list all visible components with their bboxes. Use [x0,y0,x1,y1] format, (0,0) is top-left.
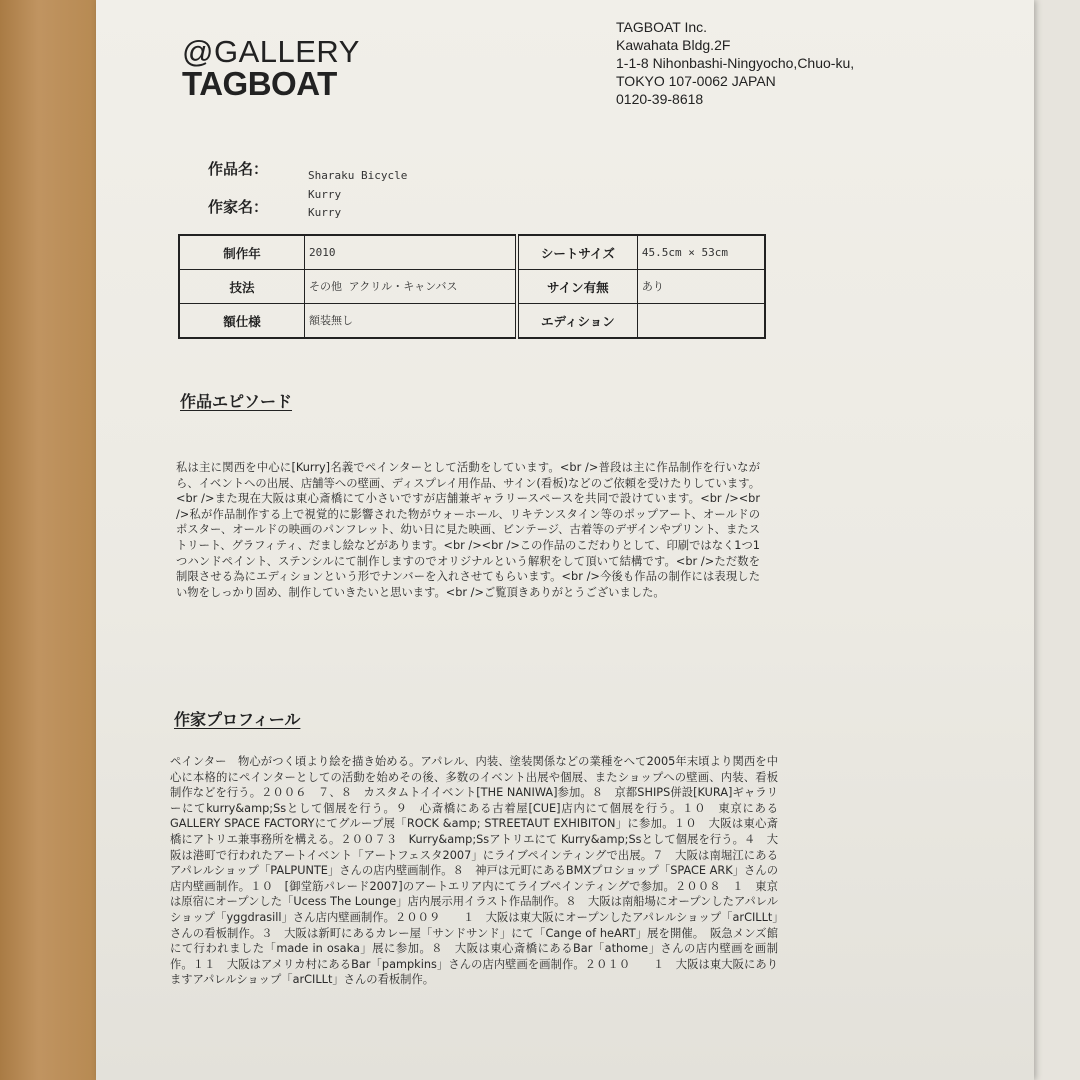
gallery-logo [182,36,360,101]
edition-value [637,304,765,339]
technique-value: その他 アクリル・キャンバス [305,270,517,304]
spec-table [178,234,766,339]
address-line: 1-1-8 Nihonbashi-Ningyocho,Chuo-ku, [616,55,855,71]
table-row [179,270,765,304]
document-sheet [96,0,1034,1080]
episode-heading: 作品エピソード [180,392,293,411]
signature-value: あり [637,270,765,304]
technique-label: 技法 [179,270,305,304]
title-label: 作品名： [208,160,269,178]
title-value: Sharaku Bicycle [308,169,408,182]
logo-line-gallery: @GALLERY [182,34,360,69]
frame-label: 額仕様 [179,304,305,339]
artist-label: 作家名： [208,198,269,216]
episode-text: 私は主に関西を中心に[Kurry]名義でペインターとして活動をしています。<br />普段は主に作品制作を行いながら、イベントへの出展、店舗等への壁画、ディスプレイ用作品、サイン(看板)などのご依頼を受けたりしています。<br />また現在大阪は東心斎橋にて小さいですが店舗兼ギャラリースペースを共同で設けています。<br /><br />私が作品制作する上で視覚的に影響された物がウォーホール、リキテンスタイン等のポップアート、オールドのポスター、オールドの映画のパンフレット、幼い日に見た映画、ビンテージ、古着等のデザインやプリント、またストリート、グラフィティ、だまし絵などがあります。<br /><br />この作品のこだわりとして、印刷ではなく1つ1つハンドペイント、ステンシルにて制作しますのでオリジナルという解釈をして頂いて結構です。<br />ただ数を制限させる為にエディションという形でナンバーを入れさせてもらいます。<br />今後も作品の制作には表現したい物をしっかり固め、制作していきたいと思います。<br />ご覧頂きありがとうございました。 [176,461,760,599]
table-row [179,235,765,270]
sheet-size-value: 45.5cm × 53cm [637,235,765,270]
signature-label: サイン有無 [517,270,638,304]
edition-label: エディション [517,304,638,339]
year-value: 2010 [305,235,517,270]
profile-heading: 作家プロフィール [174,710,301,729]
address-line: 0120-39-8618 [616,91,704,107]
address-line: TAGBOAT Inc. [616,19,708,35]
address-line: Kawahata Bldg.2F [616,37,731,53]
adjacent-sheet [1034,0,1080,1080]
frame-value: 額装無し [305,304,517,339]
artist-value: Kurry [308,188,342,201]
address-line: TOKYO 107-0062 JAPAN [616,73,776,89]
artist-value-secondary: Kurry [308,206,342,219]
company-address [616,18,854,108]
table-row [179,304,765,339]
sheet-size-label: シートサイズ [517,235,638,270]
year-label: 制作年 [179,235,305,270]
profile-text: ペインター 物心がつく頃より絵を描き始める。アパレル、内装、塗装関係などの業種をへて2005年末頃より関西を中心に本格的にペインターとしての活動を始めその後、多数のイベント出展や個展、またショップへの壁画、内装、看板制作などを行う。２００６ ７、８ カスタムトイイベント[THE NANIWA]参加。８ 京都SHIPS併設[KURA]ギャラリーにてkurry&amp;Ssとして個展を行う。９ 心斎橋にある古着屋[CUE]店内にて個展を行う。１０ 東京にあるGALLERY SPACE FACTORYにてグループ展「ROCK &amp; STREETAUT EXHIBITON」に参加。１０ 大阪は東心斎橋にアトリエ兼事務所を構える。２００７３ Kurry&amp;Ssアトリエにて Kurry&amp;Ssとして個展を行う。４ 大阪は港町で行われたアートイベント「アートフェスタ2007」にライブペインティングで出展。７ 大阪は南堀江にあるアパレルショップ「PALPUNTE」さんの店内壁画制作。８ 神戸は元町にあるBMXプロショップ「SPACE ARK」さんの店内壁画制作。１０ [御堂筋パレード2007]のアートエリア内にてライブペインティングで参加。２００８ １ 東京は原宿にオープンした「Ucess The Lounge」店内展示用イラスト作品制作。８ 大阪は南船場にオープンしたアパレルショップ「yggdrasill」さん店内壁画制作。２００９ １ 大阪は東大阪にオープンしたアパレルショップ「arCILLt」さんの看板制作。３ 大阪は新町にあるカレー屋「サンドサンド」にて「Cange of heART」展を開催。 阪急メンズ館にて行われました「made in osaka」展に参加。８ 大阪は東心斎橋にあるBar「athome」さんの店内壁画を画制作。１１ 大阪はアメリカ村にあるBar「pampkins」さんの店内壁画を画制作。２０１０ １ 大阪は東大阪にありますアパレルショップ「arCILLt」さんの看板制作。 [170,755,778,987]
wood-background-left [0,0,96,1080]
logo-line-tagboat: TAGBOAT [182,65,337,102]
